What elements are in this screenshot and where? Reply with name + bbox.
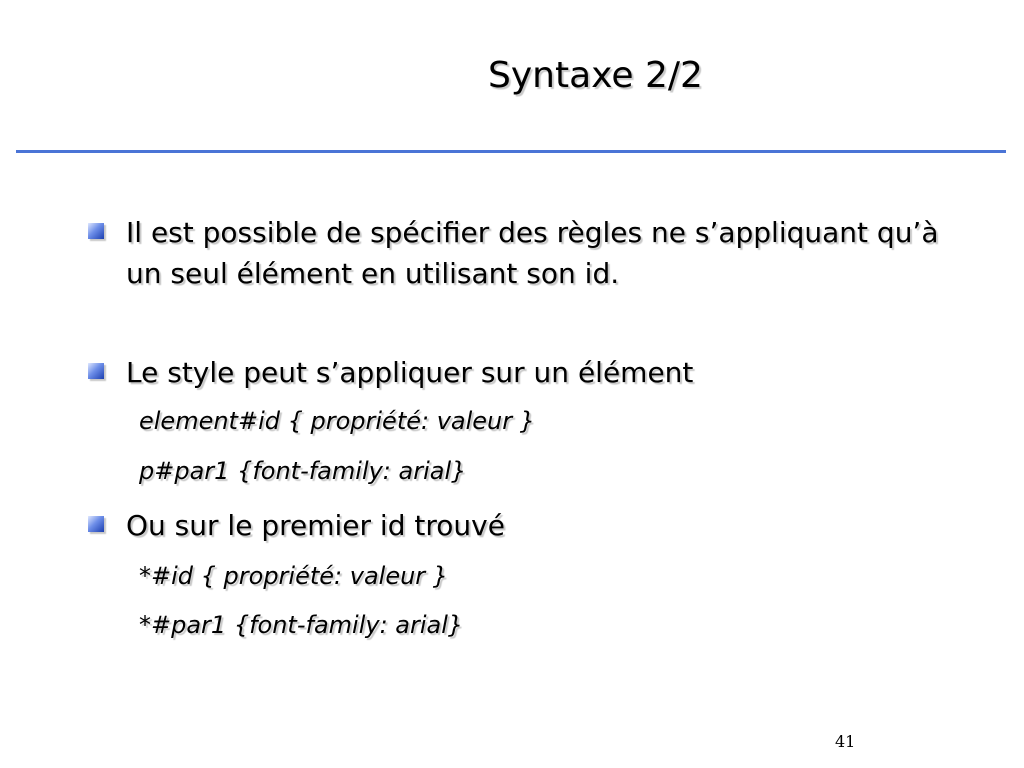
- square-bullet-icon: [88, 223, 104, 239]
- square-bullet-icon: [88, 363, 104, 379]
- bullet-text: Il est possible de spécifier des règles ne s’appliquant qu’à un seul élément en utilisant son id.: [126, 216, 939, 290]
- slide-title: Syntaxe 2/2: [488, 55, 703, 96]
- square-bullet-icon: [88, 516, 104, 532]
- bullet-item: [126, 212, 946, 294]
- bullet-item: [126, 352, 946, 393]
- slide-number: 41: [835, 732, 856, 751]
- code-example: element#id { propriété: valeur }: [139, 407, 536, 435]
- code-example: p#par1 {font-family: arial}: [139, 457, 467, 485]
- code-example: *#par1 {font-family: arial}: [139, 611, 464, 639]
- bullet-text: Le style peut s’appliquer sur un élément: [126, 356, 694, 389]
- bullet-item: [126, 505, 946, 546]
- code-example: *#id { propriété: valeur }: [139, 562, 449, 590]
- bullet-text: Ou sur le premier id trouvé: [126, 509, 505, 542]
